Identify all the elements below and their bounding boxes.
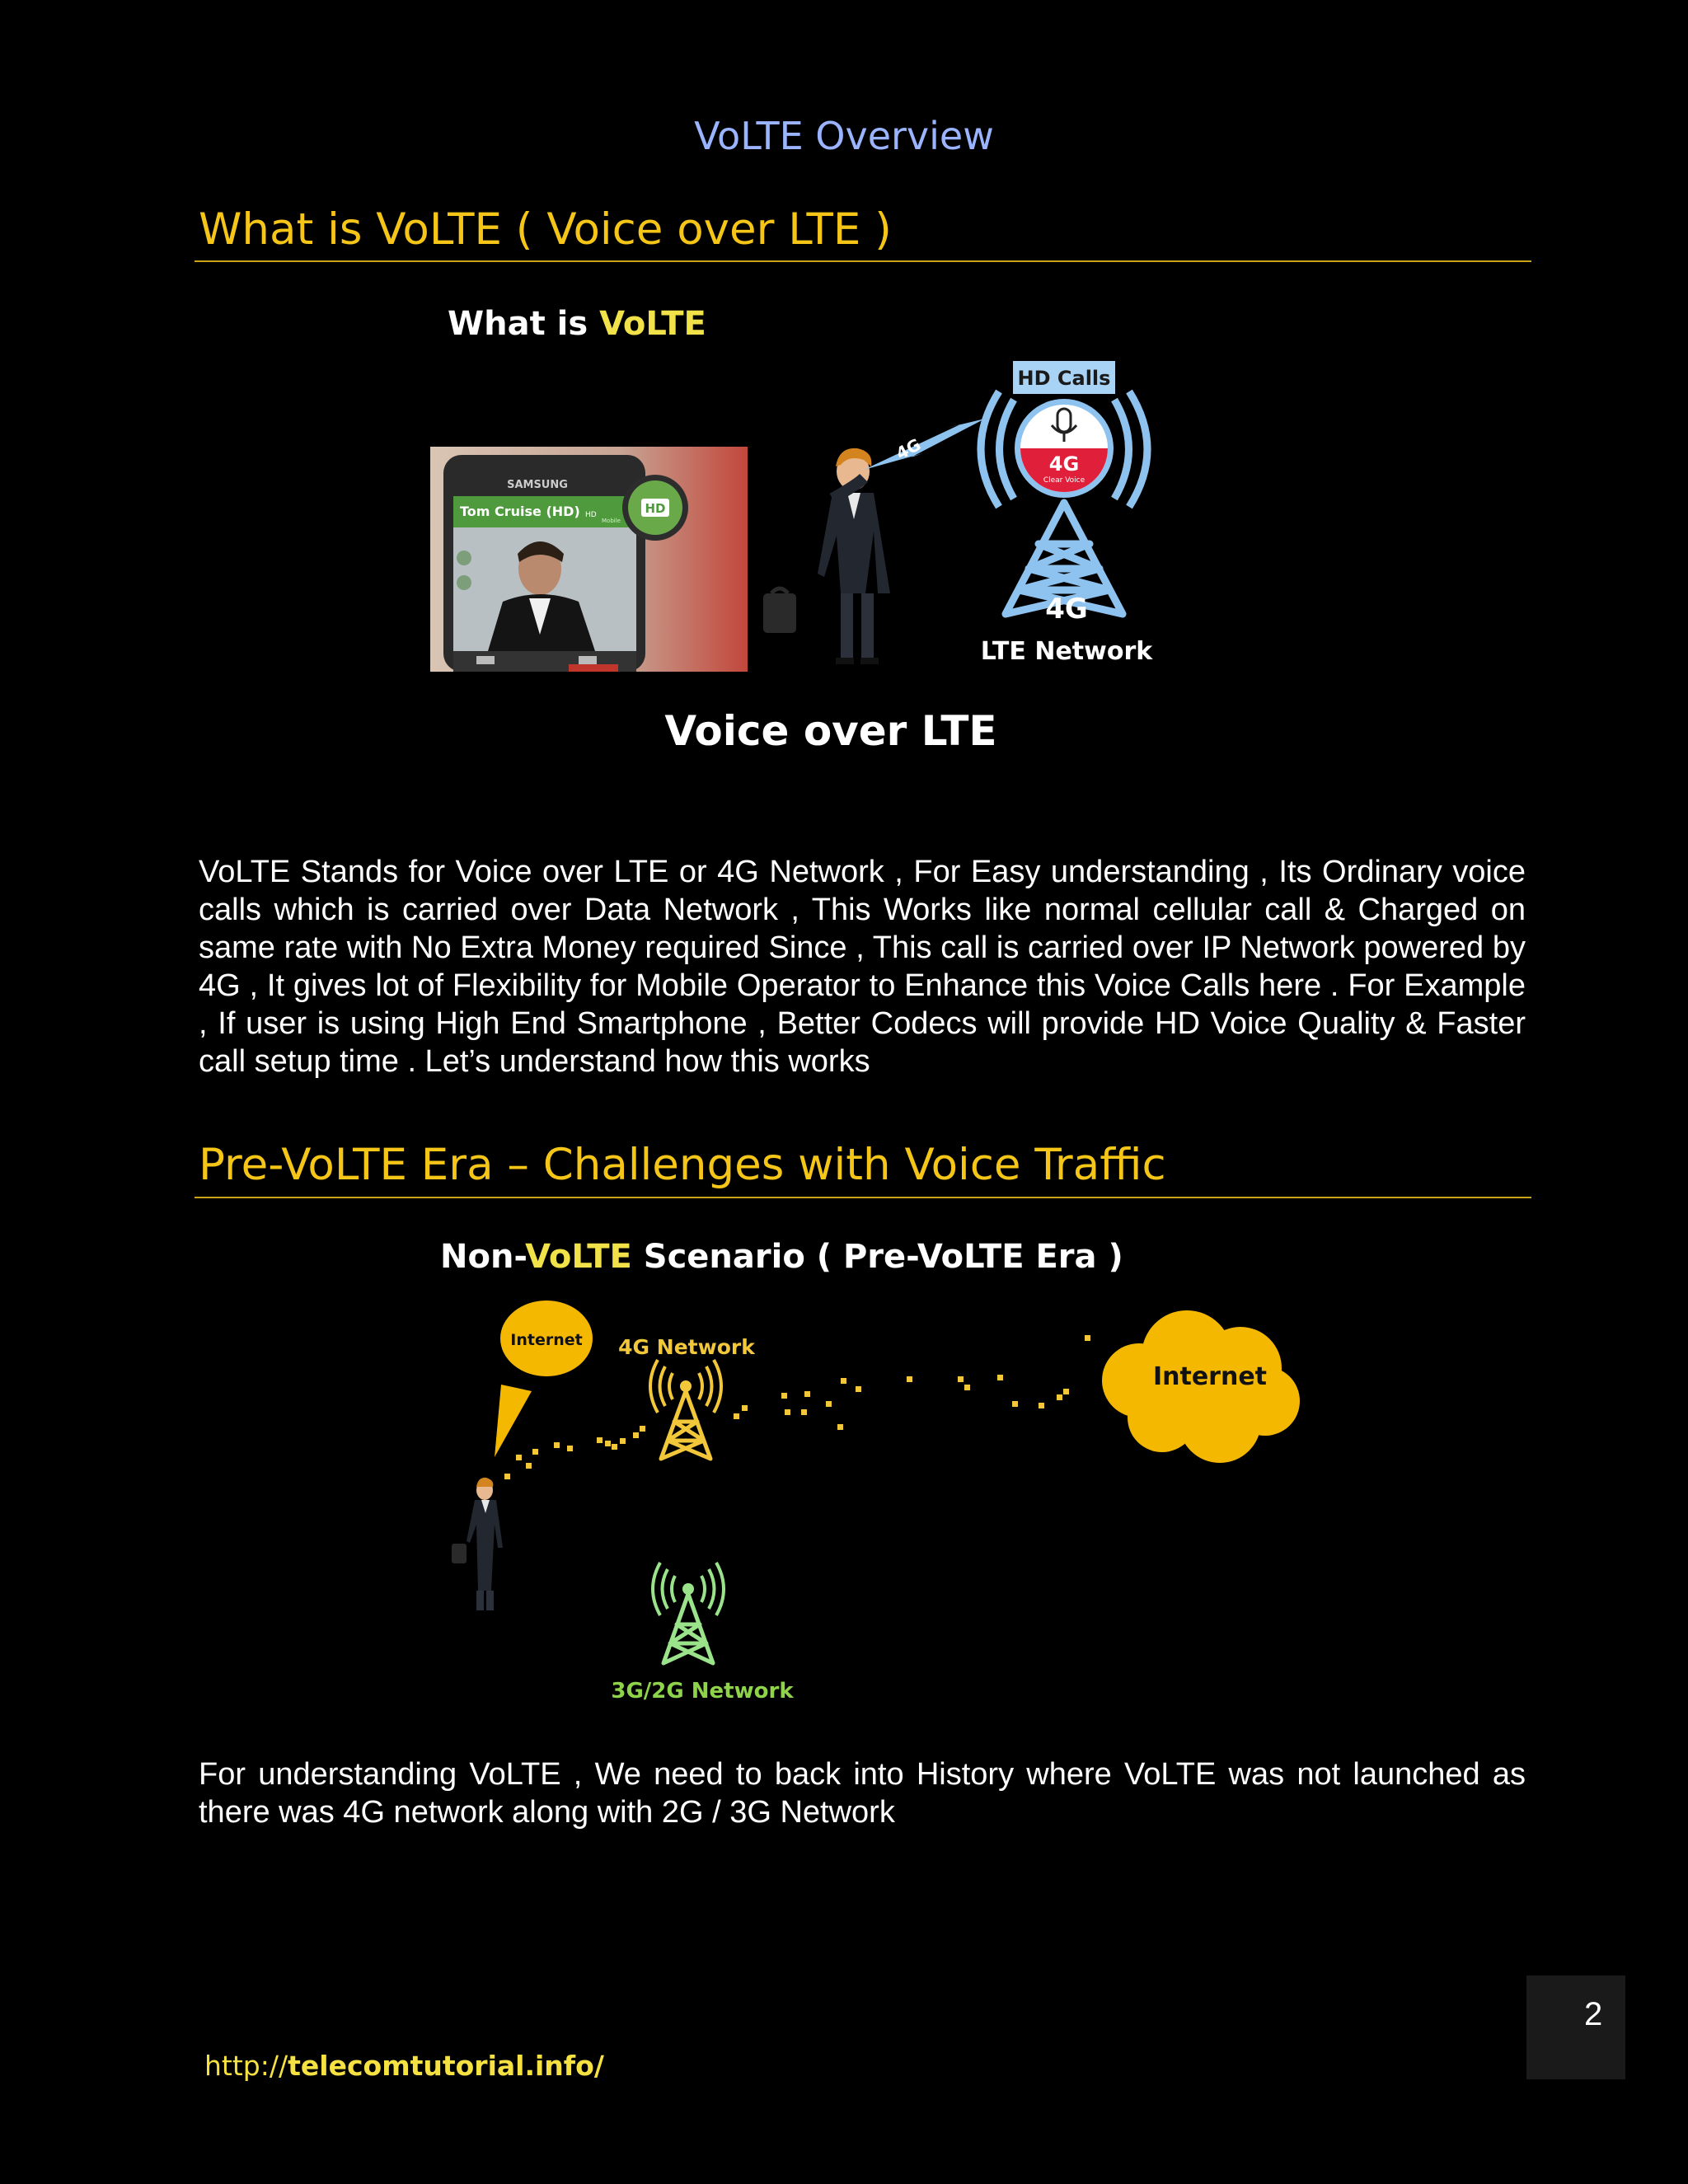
section-divider: [195, 260, 1531, 262]
page-number: 2: [1584, 1996, 1603, 2032]
section-heading-pre-volte-era: Pre-VoLTE Era – Challenges with Voice Traffic: [199, 1140, 1166, 1190]
paragraph-volte-explanation: VoLTE Stands for Voice over LTE or 4G Network , For Easy understanding , Its Ordinary voice calls which is carried over Data Network , This Works like normal cellular call & Charged on same rate with No Extra Money required Since , This call is carried over IP Network powered by 4G , It gives lot of Flexibility for Mobile Operator to Enhance this Voice Calls here . For Example , If user is using High End Smartphone , Better Codecs will provide HD Voice Quality & Faster call setup time . Let’s understand how this works: [199, 855, 1526, 1079]
businessman-icon: [763, 448, 890, 664]
section-heading-what-is-volte: What is VoLTE ( Voice over LTE ): [199, 204, 892, 255]
phone-brand: SAMSUNG: [507, 479, 568, 491]
4g-network-label: 4G Network: [618, 1335, 755, 1359]
non-volte-illustration: [429, 1286, 1335, 1714]
section-divider: [195, 1197, 1531, 1198]
businessman-icon: [452, 1478, 503, 1610]
cloud-internet-label: Internet: [1152, 1362, 1268, 1391]
internet-cloud-icon: [1102, 1310, 1300, 1463]
document-header: VoLTE Overview: [694, 114, 994, 158]
call-type: Mobile: [602, 518, 621, 524]
hd-calls-label: HD Calls: [1017, 367, 1111, 390]
logo-4g: 4G: [1048, 452, 1080, 476]
caller-name: Tom Cruise (HD): [460, 504, 580, 519]
speech-bubble-text: Internet: [510, 1331, 583, 1349]
figure-title-non-volte: Non-VoLTE Scenario ( Pre-VoLTE Era ): [440, 1238, 1123, 1276]
4g-network-tower-icon: [618, 1335, 756, 1459]
3g-2g-network-tower-icon: [611, 1563, 794, 1704]
footer-url-link[interactable]: http://telecomtutorial.info/: [204, 2050, 604, 2082]
paragraph-history: For understanding VoLTE , We need to back into History where VoLTE was not launched as there was 4G network along with 2G / 3G Network: [199, 1757, 1526, 1830]
internet-speech-bubble: [495, 1301, 593, 1457]
hd-badge: HD: [645, 501, 666, 516]
4g-signal-bolt: [864, 419, 985, 470]
logo-clear-voice: Clear Voice: [1043, 476, 1085, 485]
lte-network-label: LTE Network: [980, 637, 1153, 666]
signal-4g-label: 4G: [893, 434, 925, 464]
phone-photo: [430, 447, 748, 672]
figure-title-what-is-volte: What is VoLTE: [448, 305, 706, 343]
tower-4g-label: 4G: [1045, 593, 1088, 626]
lte-tower-icon: [981, 361, 1153, 666]
hd-small-badge: HD: [585, 511, 597, 519]
figure-caption-voice-over-lte: Voice over LTE: [664, 707, 997, 755]
3g-2g-network-label: 3G/2G Network: [611, 1679, 794, 1704]
data-path-dots: [504, 1335, 1090, 1479]
